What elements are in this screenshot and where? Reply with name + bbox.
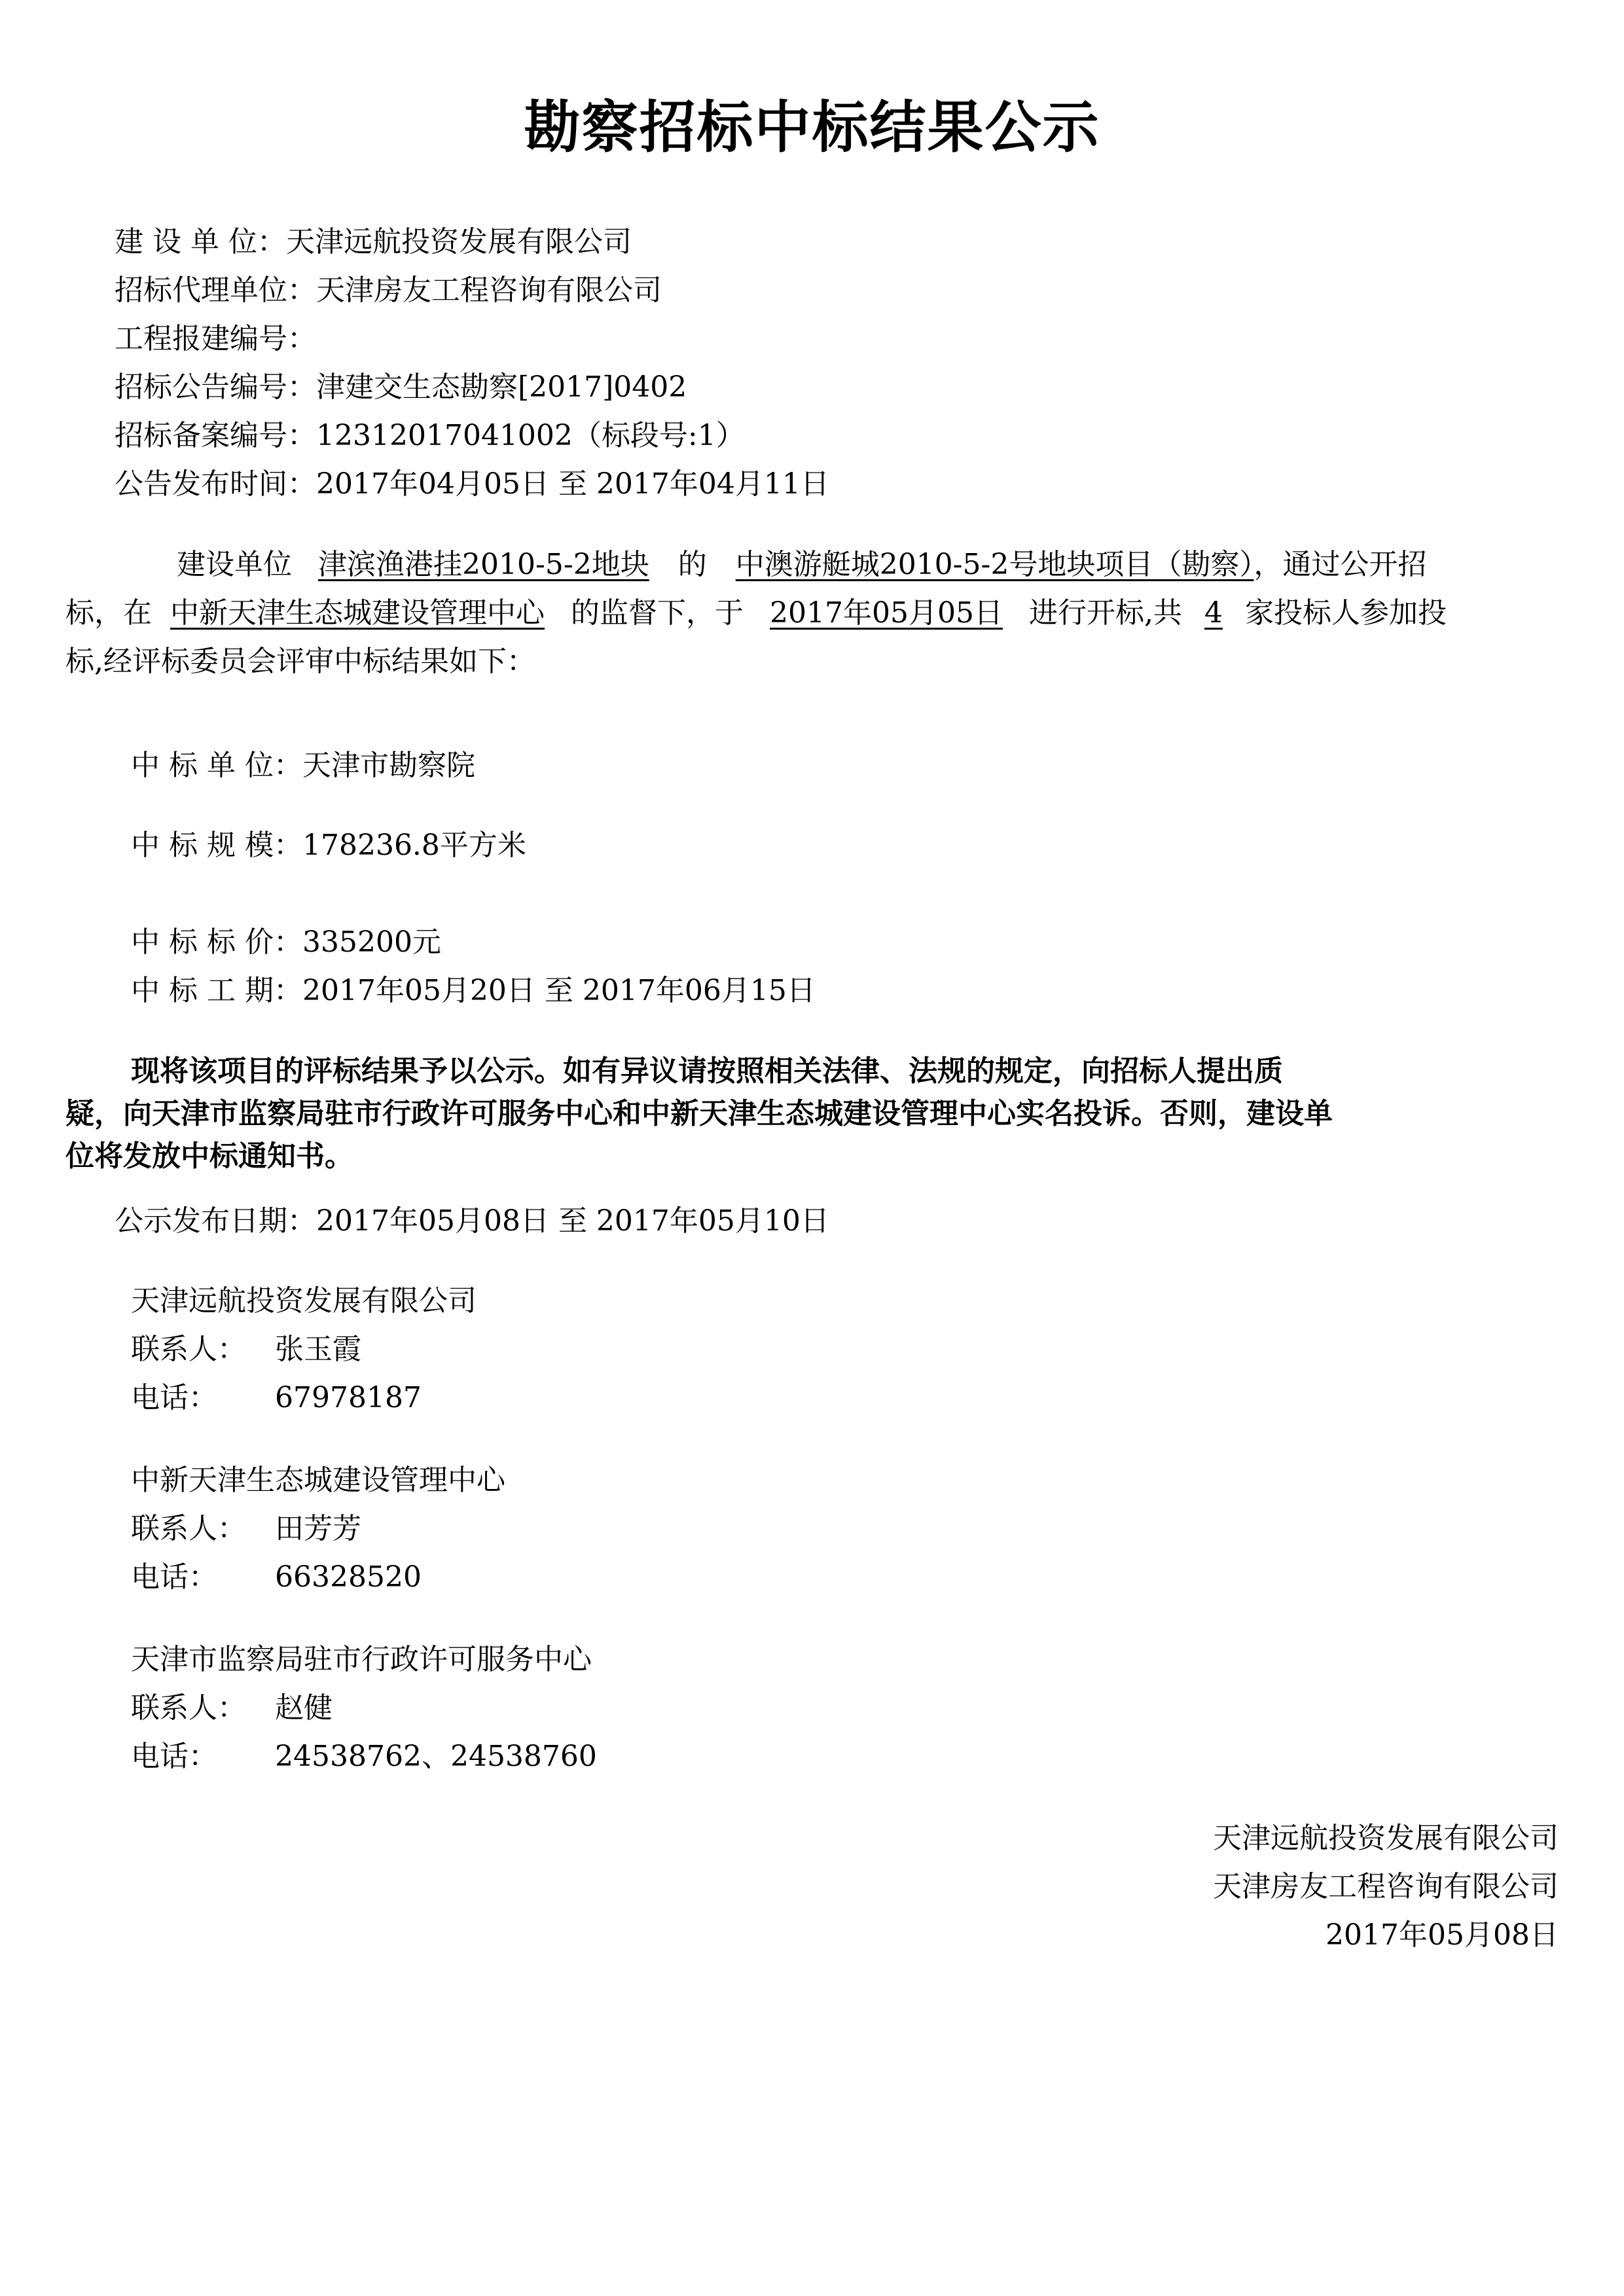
para-text: 标，在 [65, 596, 152, 630]
scale-label: 中 标 规 模： [131, 829, 302, 862]
para-line-2 [65, 594, 1447, 633]
para-line-3 [65, 642, 535, 681]
project-no-label: 工程报建编号： [115, 322, 316, 355]
signature-date: 2017年05月08日 [1326, 1918, 1559, 1952]
period-value: 2017年05月20日 至 2017年06月15日 [302, 974, 816, 1007]
para-text: 家投标人参加投 [1244, 596, 1447, 630]
publicity-date: 公示发布日期：2017年05月08日 至 2017年05月10日 [115, 1204, 829, 1238]
para-text: 标,经评标委员会评审中标结果如下： [65, 645, 535, 678]
contact-2-phone-row [131, 1558, 916, 1597]
project-name-underlined: 中澳游艇城2010-5-2号地块项目（勘察） [735, 548, 1254, 581]
notice-line-2: 疑，向天津市监察局驻市行政许可服务中心和中新天津生态城建设管理中心实名投诉。否则，建设单 [65, 1097, 1333, 1130]
owner-label: 建 设 单 位： [115, 225, 286, 259]
bidder-count-underlined: 4 [1204, 596, 1223, 630]
contact-person: 田芳芳 [275, 1512, 361, 1545]
contact-2-person-row [131, 1509, 916, 1549]
contact-phone-label: 电话： [131, 1560, 217, 1594]
contact-person-label: 联系人： [131, 1691, 246, 1725]
contact-person-label: 联系人： [131, 1512, 246, 1545]
owner-plot-underlined: 津滨渔港挂2010-5-2地块 [318, 548, 649, 581]
para-text: 进行开标,共 [1028, 596, 1182, 630]
winner-value: 天津市勘察院 [302, 749, 475, 782]
record-no-row [115, 416, 745, 456]
winner-row [131, 746, 475, 785]
page-title: 勘察招标中标结果公示 [524, 95, 1100, 160]
contact-phone: 24538762、24538760 [275, 1740, 597, 1773]
para-text: ，通过公开招 [1254, 548, 1427, 581]
notice-line-3: 位将发放中标通知书。 [65, 1139, 353, 1173]
agent-row [115, 271, 662, 310]
contact-1-person-row [131, 1330, 916, 1369]
open-date-underlined: 2017年05月05日 [770, 596, 1003, 630]
record-no-value: 12312017041002（标段号:1） [316, 419, 745, 452]
supervisor-underlined: 中新天津生态城建设管理中心 [170, 596, 545, 630]
contact-phone-label: 电话： [131, 1381, 217, 1414]
owner-value: 天津远航投资发展有限公司 [285, 225, 632, 259]
project-no-row [115, 319, 316, 359]
scale-row [131, 826, 526, 865]
contact-person: 张玉霞 [275, 1333, 361, 1366]
contact-3-org: 天津市监察局驻市行政许可服务中心 [131, 1643, 592, 1676]
contact-phone: 67978187 [275, 1381, 422, 1414]
signature-org-1: 天津远航投资发展有限公司 [1213, 1821, 1559, 1855]
scale-value: 178236.8平方米 [302, 829, 526, 862]
winner-label: 中 标 单 位： [131, 749, 302, 782]
contact-1-org: 天津远航投资发展有限公司 [131, 1284, 477, 1318]
notice-no-value: 津建交生态勘察[2017]0402 [316, 370, 687, 404]
contact-2-org: 中新天津生态城建设管理中心 [131, 1463, 505, 1497]
price-row [131, 923, 441, 962]
period-label: 中 标 工 期： [131, 974, 302, 1007]
contact-3-phone-row [131, 1737, 916, 1776]
contact-1-phone-row [131, 1378, 916, 1418]
notice-line-1: 现将该项目的评标结果予以公示。如有异议请按照相关法律、法规的规定，向招标人提出质 [131, 1054, 1283, 1088]
agent-label: 招标代理单位： [115, 274, 316, 307]
para-text: 的监督下，于 [571, 596, 744, 630]
contact-phone: 66328520 [275, 1560, 422, 1594]
agent-value: 天津房友工程咨询有限公司 [316, 274, 662, 307]
price-value: 335200元 [302, 925, 441, 959]
contact-person-label: 联系人： [131, 1333, 246, 1366]
contact-person: 赵健 [275, 1691, 333, 1725]
notice-no-row [115, 368, 687, 407]
contact-3-person-row [131, 1689, 916, 1728]
period-row [131, 971, 816, 1011]
para-text: 的 [677, 548, 707, 581]
notice-no-label: 招标公告编号： [115, 370, 316, 404]
owner-row [115, 223, 632, 262]
publish-time-value: 2017年04月05日 至 2017年04月11日 [316, 467, 829, 501]
para-line-1 [177, 545, 1426, 584]
para-text: 建设单位 [177, 548, 292, 581]
contact-phone-label: 电话： [131, 1740, 217, 1773]
publish-time-label: 公告发布时间： [115, 467, 316, 501]
publish-time-row [115, 465, 829, 504]
record-no-label: 招标备案编号： [115, 419, 316, 452]
signature-org-2: 天津房友工程咨询有限公司 [1213, 1870, 1559, 1903]
price-label: 中 标 标 价： [131, 925, 302, 959]
